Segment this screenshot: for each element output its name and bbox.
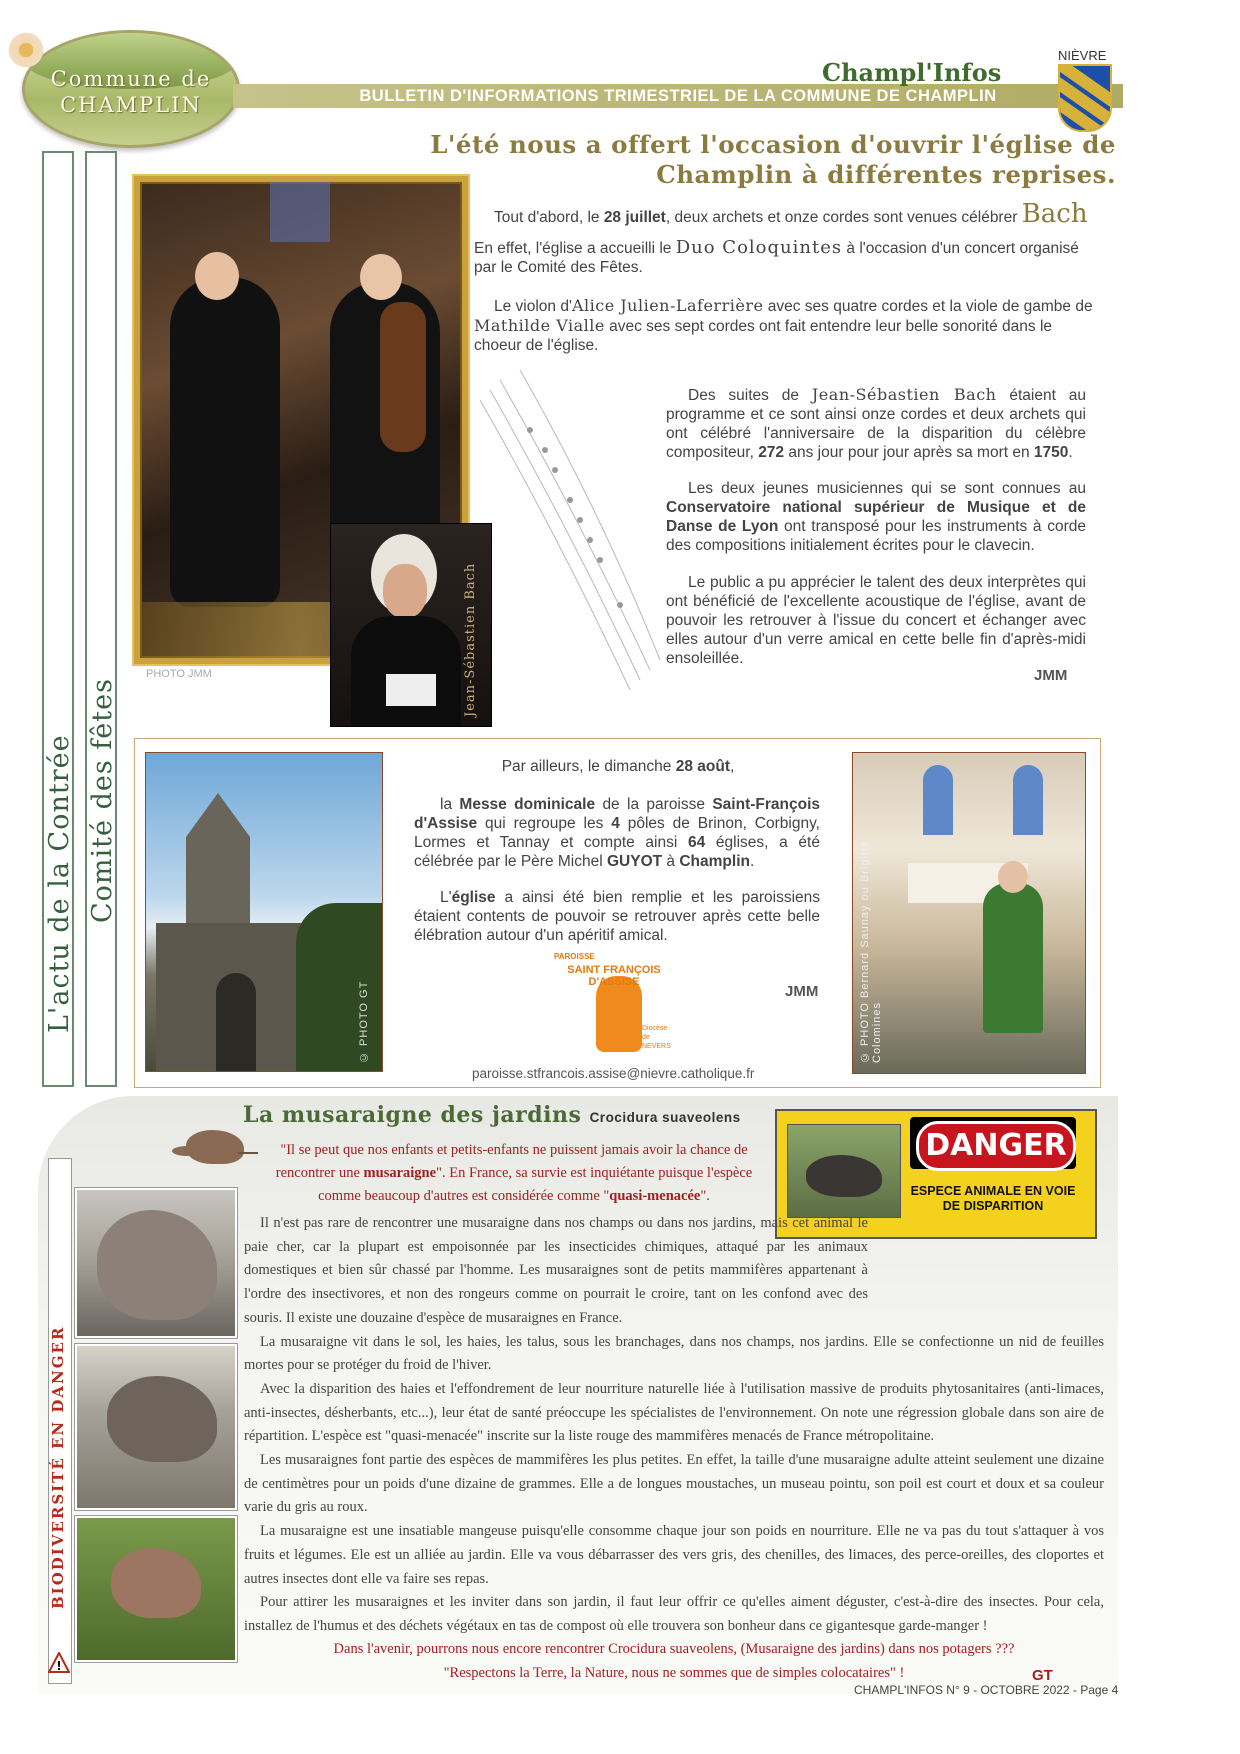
shrew-icon bbox=[168, 1124, 256, 1168]
side-label-comite: Comité des fêtes bbox=[87, 678, 118, 923]
article1-p5: Les deux jeunes musiciennes qui se sont connues au Conservatoire national supérieur de Musique et de Danse de Lyon ont transposé pour les instruments à corde des compositions initialement écrites pour le clavecin. bbox=[666, 480, 1086, 554]
shrew-photo-2 bbox=[75, 1344, 237, 1510]
musaraigne-closing bbox=[244, 1638, 1104, 1685]
musaraigne-quote: "Il se peut que nos enfants et petits-enfants ne puissent jamais avoir la chance de rencontrer une musaraigne". En France, sa survie est inquiétante puisque l'espèce comme beaucoup d'autres est considérée comme "quasi-menacée". bbox=[275, 1142, 753, 1204]
interior-photo-credit: © PHOTO Bernard Saunay ou Brigitte Colomines bbox=[859, 839, 883, 1063]
article1-p2: En effet, l'église a accueilli le Duo Coloquintes à l'occasion d'un concert organisé par le Comité des Fêtes. bbox=[474, 237, 1079, 276]
musaraigne-body bbox=[244, 1212, 1104, 1639]
article1-p3: Le violon d'Alice Julien-Laferrière avec ses quatre cordes et la viole de gambe de Mathilde Vialle avec ses sept cordes ont fait entendre leur belle sonorité dans le choeur de l'église. bbox=[474, 296, 1093, 354]
article1-p6: Le public a pu apprécier le talent des deux interprètes qui ont bénéficié de l'excellente acoustique de l'église, avant de pouvoir les retrouver à l'issue du concert et échanger avec elles autour d'un verre amical en cette belle fin d'après-midi ensoleillée. bbox=[666, 574, 1086, 667]
sheet-music-decoration bbox=[460, 360, 660, 690]
church-interior-photo bbox=[852, 752, 1086, 1074]
side-bar-actu bbox=[42, 151, 74, 1087]
musaraigne-closing-question: Dans l'avenir, pourrons nous encore rencontrer Crocidura suaveolens, (Musaraigne des jardins) dans nos potagers ??? bbox=[333, 1641, 1015, 1657]
musaraigne-p2: La musaraigne vit dans le sol, les haies, les talus, sous les branchages, dans nos champs, nos jardins. Elle se confectionne un nid de feuilles mortes pour se protéger du froid de l'hiver. bbox=[244, 1333, 1104, 1374]
danger-caption: ESPECE ANIMALE EN VOIE DE DISPARITION bbox=[910, 1184, 1076, 1213]
danger-word: DANGER bbox=[916, 1121, 1076, 1171]
article2-p2: la Messe dominicale de la paroisse Saint-François d'Assise qui regroupe les 4 pôles de Brinon, Corbigny, Lormes et Tannay et compte ainsi 64 églises, a été célébrée par le Père Michel GUYOT à Champlin. bbox=[414, 796, 821, 870]
shrew-photo-1 bbox=[75, 1188, 237, 1338]
musaraigne-signature: GT bbox=[1032, 1667, 1053, 1684]
bulletin-title: Champl'Infos bbox=[822, 58, 1002, 87]
concert-photo-credit: PHOTO JMM bbox=[146, 668, 212, 680]
musaraigne-p5: La musaraigne est une insatiable mangeuse puisqu'elle consomme chaque jour son poids en nourriture. Elle ne va pas du tout s'attaquer à vos fruits et légumes. Ele est un alliée au jardin. Elle va vous débarrasser des vers gris, des chenilles, des limaces, des perce-oreilles, des cloportes et autres insectes dont elle va faire ses repas. bbox=[244, 1523, 1104, 1587]
svg-text:!: ! bbox=[56, 1659, 62, 1673]
article2-p1: Par ailleurs, le dimanche 28 août, bbox=[501, 758, 735, 775]
article2-signature: JMM bbox=[785, 983, 819, 1000]
nievre-label: NIÈVRE bbox=[1058, 48, 1107, 63]
article1-p1: Tout d'abord, le 28 juillet, deux archets et onze cordes sont venues célébrer Bach bbox=[494, 199, 1088, 229]
danger-shrew-photo bbox=[787, 1124, 901, 1218]
paroisse-logo: PAROISSE SAINT FRANÇOIS D'ASSISE Diocèse de NEVERS bbox=[554, 952, 671, 1050]
bulletin-band: BULLETIN D'INFORMATIONS TRIMESTRIEL DE LA COMMUNE DE CHAMPLIN bbox=[233, 84, 1123, 108]
logo-line1: Commune de bbox=[50, 67, 212, 91]
shrew-photo-3 bbox=[75, 1516, 237, 1662]
musaraigne-p1: Il n'est pas rare de rencontrer une musaraigne dans nos champs ou dans nos jardins, mais cet animal le paie cher, car la plupart est empoisonnée par les insecticides chimiques, attaqué par les animaux domestiques et bien sûr chassé par l'homme. Les musaraignes sont de petits mammifères appartenant à l'ordre des insectivores, et non des rongeurs comme on pourrait le croire, tant on les confond avec des souris. Il existe une douzaine d'espèce de musaraignes en France. bbox=[244, 1215, 868, 1326]
bach-portrait-caption: Jean-Sébastien Bach bbox=[463, 562, 478, 717]
flower-icon bbox=[6, 30, 46, 70]
biodiversite-bar bbox=[48, 1158, 72, 1684]
nievre-coat-of-arms-icon bbox=[1058, 64, 1112, 132]
musaraigne-p3: Avec la disparition des haies et l'effondrement de leur nourriture naturelle liée à l'utilisation massive de produits phytosanitaires (anti-limaces, anti-insectes, désherbants, etc...), leur état de santé préoccupe les spécialistes de l'environnement. On note une régression globale dans son aire de répartition. L'espèce est "quasi-menacée" inscrite sur la liste rouge des mammifères menacés de France métropolitaine. bbox=[244, 1380, 1104, 1445]
church-photo-credit: © PHOTO GT bbox=[358, 980, 370, 1063]
article1-p4: Des suites de Jean-Sébastien Bach étaient au programme et ce sont ainsi onze cordes et deux archets qui ont célébré l'anniversaire de la disparition du célèbre compositeur, 272 ans jour pour jour après sa mort en 1750. bbox=[666, 385, 1086, 461]
musaraigne-title: La musaraigne des jardins Crocidura suaveolens bbox=[243, 1102, 741, 1128]
commune-logo bbox=[22, 30, 240, 148]
side-bar-comite bbox=[85, 151, 117, 1087]
warning-icon bbox=[48, 1652, 70, 1674]
article1-signature: JMM bbox=[1034, 667, 1068, 684]
article-headline: L'été nous a offert l'occasion d'ouvrir l'église de Champlin à différentes reprises. bbox=[430, 130, 1116, 189]
biodiversite-label: BIODIVERSITÉ EN DANGER bbox=[49, 1325, 67, 1609]
article2-p3: L'église a ainsi été bien remplie et les paroissiens étaient contents de pouvoir se retrouver après cette belle élébration autour d'un apéritif amical. bbox=[414, 889, 820, 944]
side-label-actu: L'actu de la Contrée bbox=[44, 734, 75, 1033]
musaraigne-p6: Pour attirer les musaraignes et les inviter dans son jardin, il faut leur offrir ce qu'elles aiment déguster, c'est-à-dire des insectes. Pour cela, installez de l'humus et des déchets végétaux en tas de compost où elle trouvera son bonheur dans ce gigantesque garde-manger ! bbox=[244, 1594, 1104, 1634]
page-footer: CHAMPL'INFOS N° 9 - OCTOBRE 2022 - Page 4 bbox=[854, 1683, 1119, 1697]
church-photo bbox=[145, 752, 383, 1072]
logo-line2: CHAMPLIN bbox=[60, 93, 202, 117]
paroisse-email[interactable]: paroisse.stfrancois.assise@nievre.catholique.fr bbox=[472, 1066, 755, 1081]
musaraigne-latin: Crocidura suaveolens bbox=[589, 1110, 741, 1125]
musaraigne-p4: Les musaraignes font partie des espèces de mammifères les plus petites. En effet, la taille d'une musaraigne adulte atteint seulement une dizaine de centimètres pour un poids d'une dizaine de grammes. Elle a de longues moustaches, un museau pointu, son poil est court et doux et sa couleur varie du gris au roux. bbox=[244, 1452, 1104, 1516]
bach-signature: Bach bbox=[1021, 199, 1088, 229]
musaraigne-closing-slogan: "Respectons la Terre, la Nature, nous ne sommes que de simples colocataires" ! bbox=[443, 1664, 905, 1681]
